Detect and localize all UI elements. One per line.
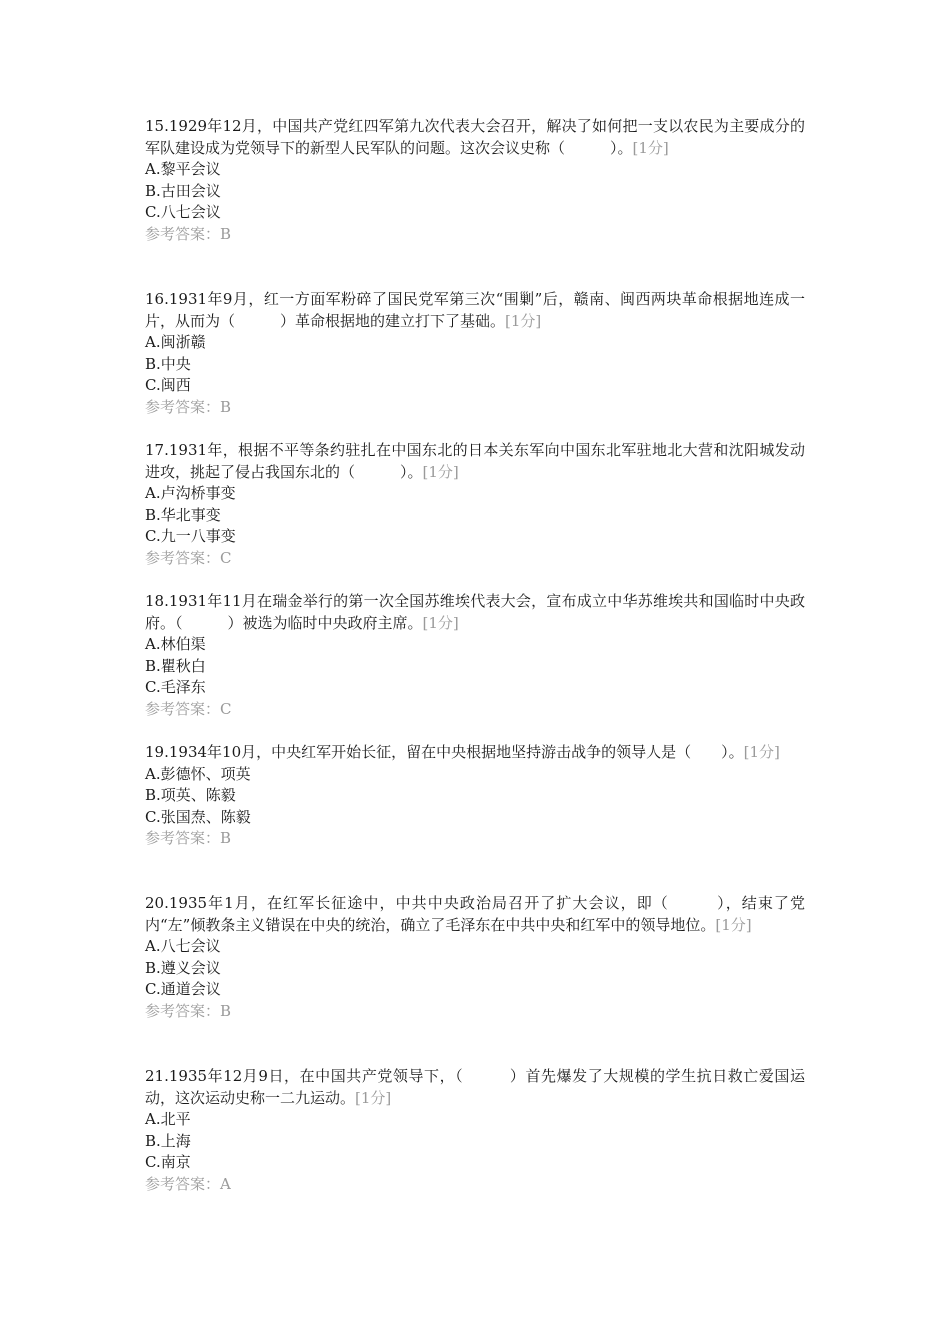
- reference-answer: 参考答案：B: [145, 397, 232, 416]
- option-b: B.中央: [145, 354, 191, 373]
- option-a: A.林伯渠: [145, 635, 206, 653]
- question-text: [145, 116, 805, 159]
- question-text: [145, 742, 805, 764]
- question-body: 15.1929年12月，中国共产党红四军第九次代表大会召开，解决了如何把一支以农民为主要成分的军队建设成为党领导下的新型人民军队的问题。这次会议史称（ ）。: [145, 117, 805, 157]
- option-b: B.上海: [145, 1131, 191, 1150]
- option-a: A.卢沟桥事变: [145, 484, 236, 502]
- question-16: [145, 289, 805, 418]
- question-text: [145, 893, 805, 936]
- question-body: 19.1934年10月，中央红军开始长征，留在中央根据地坚持游击战争的领导人是（ ）。: [145, 743, 744, 761]
- question-score: [1分]: [422, 462, 459, 481]
- option-a: A.黎平会议: [145, 160, 221, 178]
- option-a: A.闽浙赣: [145, 333, 206, 351]
- option-c: C.毛泽东: [145, 678, 206, 696]
- option-b: B.古田会议: [145, 181, 221, 200]
- option-a: A.北平: [145, 1110, 191, 1128]
- option-b: B.瞿秋白: [145, 656, 206, 675]
- option-c: C.九一八事变: [145, 527, 236, 545]
- reference-answer: 参考答案：B: [145, 829, 232, 847]
- option-b: B.项英、陈毅: [145, 786, 236, 804]
- reference-answer: 参考答案：B: [145, 224, 232, 243]
- question-body: 18.1931年11月在瑞金举行的第一次全国苏维埃代表大会，宣布成立中华苏维埃共和国临时中央政府。（ ）被选为临时中央政府主席。: [145, 592, 805, 632]
- question-text: [145, 591, 805, 634]
- question-17: [145, 440, 805, 569]
- question-18: [145, 591, 805, 720]
- reference-answer: 参考答案：B: [145, 1001, 232, 1020]
- question-body: 17.1931年，根据不平等条约驻扎在中国东北的日本关东军向中国东北军驻地北大营和沈阳城发动进攻，挑起了侵占我国东北的（ ）。: [145, 441, 805, 481]
- option-c: C.张国焘、陈毅: [145, 807, 251, 826]
- question-score: [1分]: [743, 743, 780, 761]
- option-c: C.通道会议: [145, 980, 221, 998]
- option-c: C.闽西: [145, 376, 191, 394]
- question-text: [145, 440, 805, 483]
- question-body: 21.1935年12月9日，在中国共产党领导下，（ ）首先爆发了大规模的学生抗日救亡爱国运动，这次运动史称一二九运动。: [145, 1067, 805, 1107]
- reference-answer: 参考答案：C: [145, 548, 232, 567]
- option-a: A.彭德怀、项英: [145, 764, 251, 783]
- question-text: [145, 1066, 805, 1109]
- question-20: [145, 893, 805, 1022]
- option-b: B.华北事变: [145, 505, 221, 524]
- question-body: 20.1935年1月，在红军长征途中，中共中央政治局召开了扩大会议，即（ ），结束了党内“左”倾教条主义错误在中央的统治，确立了毛泽东在中共中央和红军中的领导地位。: [145, 894, 805, 934]
- reference-answer: 参考答案：C: [145, 699, 232, 718]
- option-a: A.八七会议: [145, 937, 221, 955]
- question-15: [145, 116, 805, 245]
- question-score: [1分]: [422, 613, 459, 632]
- option-c: C.八七会议: [145, 203, 221, 221]
- question-score: [1分]: [632, 138, 669, 157]
- reference-answer: 参考答案：A: [145, 1174, 231, 1193]
- question-19: [145, 742, 805, 850]
- option-b: B.遵义会议: [145, 958, 221, 977]
- question-score: [1分]: [505, 311, 542, 330]
- question-score: [1分]: [715, 915, 752, 934]
- option-c: C.南京: [145, 1153, 191, 1171]
- question-21: [145, 1066, 805, 1195]
- question-body: 16.1931年9月，红一方面军粉碎了国民党军第三次“围剿”后，赣南、闽西两块革命根据地连成一片，从而为（ ）革命根据地的建立打下了基础。: [145, 290, 805, 330]
- question-text: [145, 289, 805, 332]
- question-score: [1分]: [355, 1088, 392, 1107]
